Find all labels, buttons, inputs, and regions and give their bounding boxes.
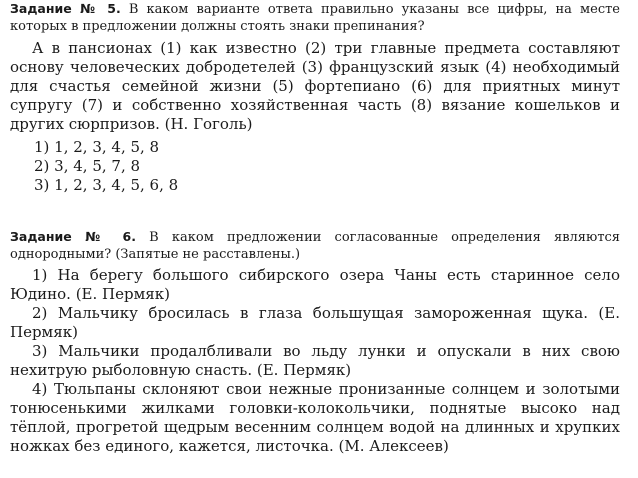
task-6-label: Задание № 6. bbox=[10, 229, 136, 244]
task-5 bbox=[10, 0, 620, 195]
answer-option-3: 3) 1, 2, 3, 4, 5, 6, 8 bbox=[34, 176, 179, 194]
sentence-1: 1) На берегу большого сибирского озера Чаны есть старинное село Юдино. (Е. Пермяк) bbox=[10, 266, 620, 303]
task-5-options bbox=[10, 138, 620, 195]
task-6-heading bbox=[10, 228, 620, 263]
sentence-3: 3) Мальчики продалбливали во льду лунки и опускали в них свою нехитрую рыболовную снасть. (Е. Пермяк) bbox=[10, 342, 620, 379]
task-6-question: В каком предложении согласованные определения являются однородными? (Запятые не расставлены.) bbox=[10, 230, 621, 262]
answer-option-1: 1) 1, 2, 3, 4, 5, 8 bbox=[34, 138, 160, 156]
task-5-question: В каком варианте ответа правильно указаны все цифры, на месте которых в предложении должны стоять знаки препинания? bbox=[10, 2, 620, 34]
sentence-2: 2) Мальчику бросилась в глаза большущая замороженная щука. (Е. Пермяк) bbox=[10, 304, 620, 341]
task-5-label: Задание № 5. bbox=[10, 1, 121, 16]
task-5-text: А в пансионах (1) как известно (2) три главные предмета составляют основу человеческих добродетелей (3) французский язык (4) необходимый для счастья семейной жизни (5) фортепиано (6) для приятных минут супругу (7) и собственно хозяйственная часть (8) вязание кошельков и других сюрпризов. (Н. Гоголь) bbox=[10, 39, 620, 133]
task-6-sentences bbox=[10, 266, 620, 456]
task-6 bbox=[10, 228, 620, 456]
answer-option-2: 2) 3, 4, 5, 7, 8 bbox=[34, 157, 141, 175]
sentence-4: 4) Тюльпаны склоняют свои нежные пронизанные солнцем и золотыми тонюсенькими жилками головки-колокольчики, поднятые высоко над тёплой, прогретой щедрым весенним солнцем водой на длинных и хрупких ножках без единого, кажется, листочка. (М. Алексеев) bbox=[10, 380, 620, 455]
task-5-heading bbox=[10, 0, 620, 35]
